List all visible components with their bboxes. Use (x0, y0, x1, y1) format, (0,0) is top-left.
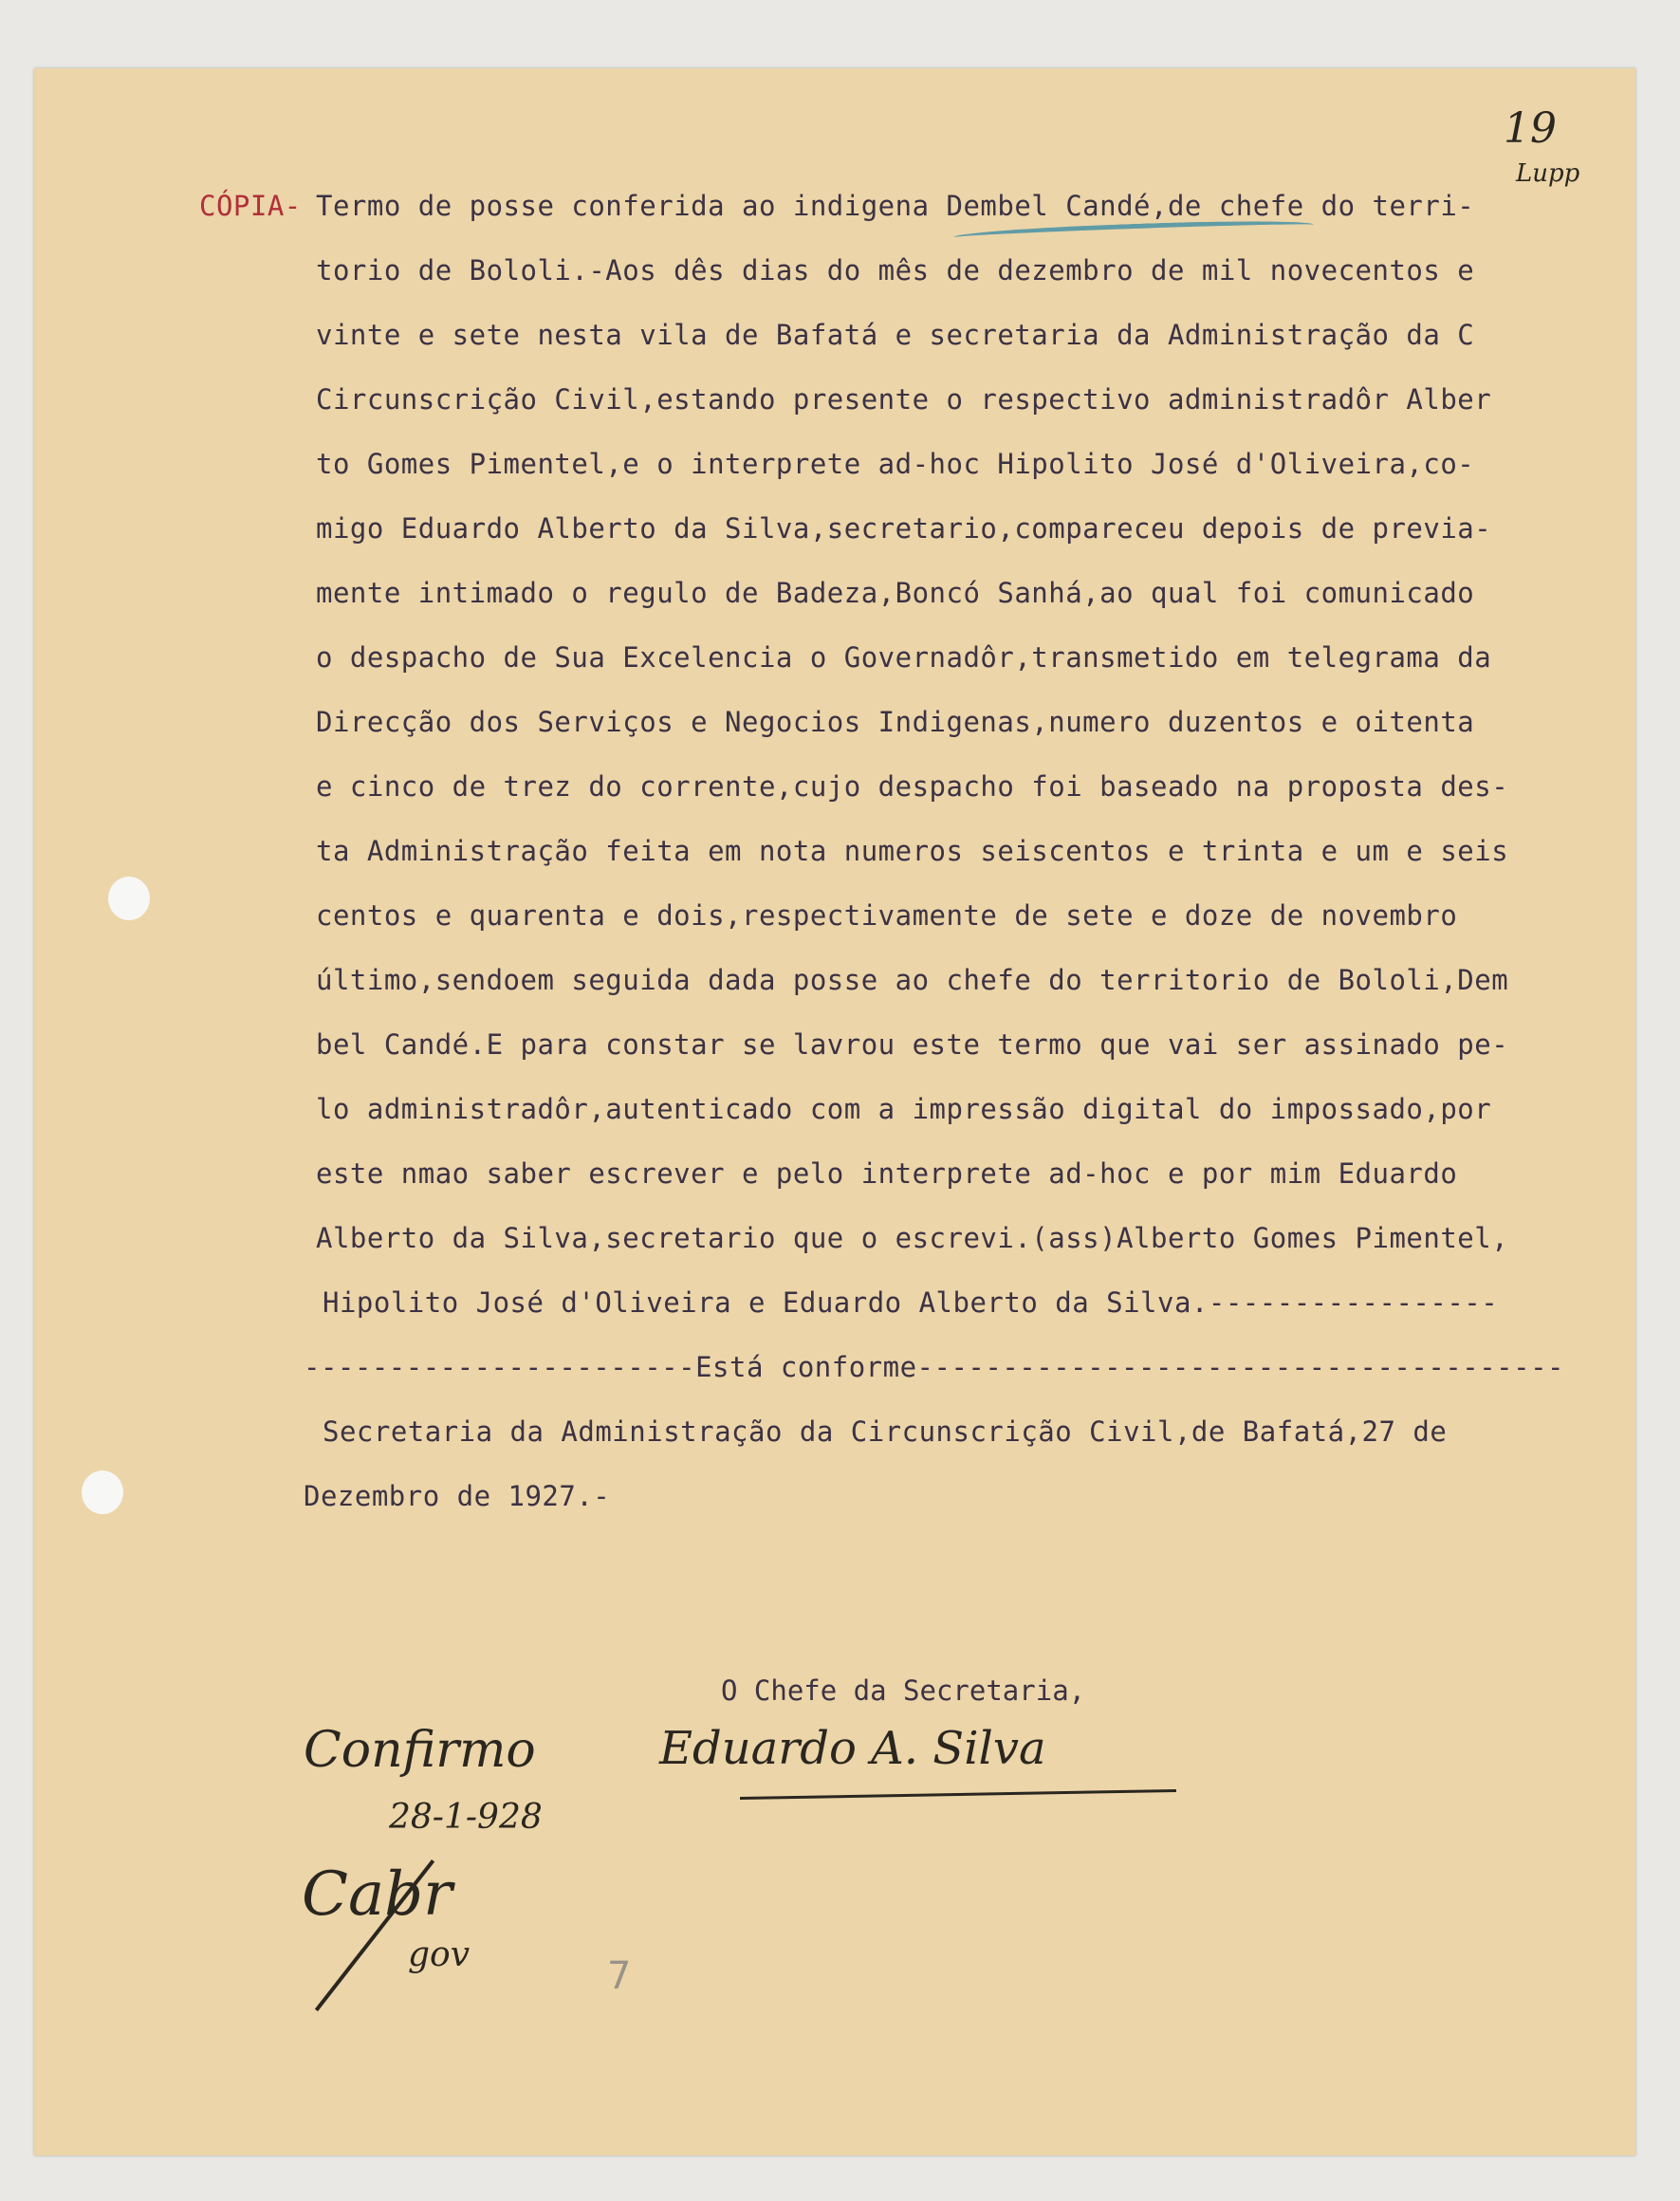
secretary-signature: Eduardo A. Silva (659, 1722, 1046, 1775)
body-line: centos e quarenta e dois,respectivamente de sete e doze de novembro (316, 899, 1458, 932)
confirmation-date: 28-1-928 (389, 1798, 543, 1837)
body-line: to Gomes Pimentel,e o interprete ad-hoc Hipolito José d'Oliveira,co- (316, 448, 1475, 480)
body-line: bel Candé.E para constar se lavrou este termo que vai ser assinado pe- (316, 1028, 1509, 1061)
governor-signature: Cabr (302, 1859, 452, 1930)
body-line: lo administradôr,autenticado com a impressão digital do impossado,por (316, 1093, 1492, 1125)
body-line: Alberto da Silva,secretario que o escrevi.(ass)Alberto Gomes Pimentel, (316, 1222, 1509, 1254)
copia-label: CÓPIA- (199, 190, 302, 222)
body-line: último,sendoem seguida dada posse ao chefe do territorio de Bololi,Dem (316, 964, 1509, 996)
body-line: Hipolito José d'Oliveira e Eduardo Alberto da Silva.----------------- (323, 1286, 1499, 1319)
body-line: ta Administração feita em nota numeros seiscentos e trinta e um e seis (316, 835, 1509, 867)
closing-title: O Chefe da Secretaria, (721, 1674, 1086, 1707)
page-number: 19 (1504, 104, 1557, 153)
conformity-line: -----------------------Está conforme-------------------------------------- (304, 1351, 1565, 1383)
body-line: Termo de posse conferida ao indigena Dembel Candé,de chefe do terri- (316, 190, 1475, 222)
body-line: migo Eduardo Alberto da Silva,secretario,compareceu depois de previa- (316, 512, 1492, 545)
punch-hole (108, 877, 150, 920)
body-line: e cinco de trez do corrente,cujo despacho foi baseado na proposta des- (316, 770, 1509, 803)
body-line: vinte e sete nesta vila de Bafatá e secretaria da Administração da C (316, 319, 1475, 351)
punch-hole (82, 1470, 123, 1514)
body-line: o despacho de Sua Excelencia o Governadôr,transmetido em telegrama da (316, 641, 1492, 674)
body-line: torio de Bololi.-Aos dês dias do mês de dezembro de mil novecentos e (316, 254, 1475, 287)
body-line: este nmao saber escrever e pelo interprete ad-hoc e por mim Eduardo (316, 1157, 1458, 1190)
body-line: Direcção dos Serviços e Negocios Indigenas,numero duzentos e oitenta (316, 706, 1475, 738)
pencil-mark: 7 (607, 1954, 632, 1998)
confirmation-note: Confirmo (304, 1722, 536, 1779)
body-line: Circunscrição Civil,estando presente o respectivo administradôr Alber (316, 383, 1492, 416)
place-date-line: Dezembro de 1927.- (304, 1480, 611, 1512)
governor-signature-sub: gov (408, 1935, 471, 1974)
place-date-line: Secretaria da Administração da Circunscrição Civil,de Bafatá,27 de (323, 1415, 1448, 1448)
body-line: mente intimado o regulo de Badeza,Boncó Sanhá,ao qual foi comunicado (316, 577, 1475, 609)
page-number-annotation: Lupp (1516, 159, 1580, 188)
